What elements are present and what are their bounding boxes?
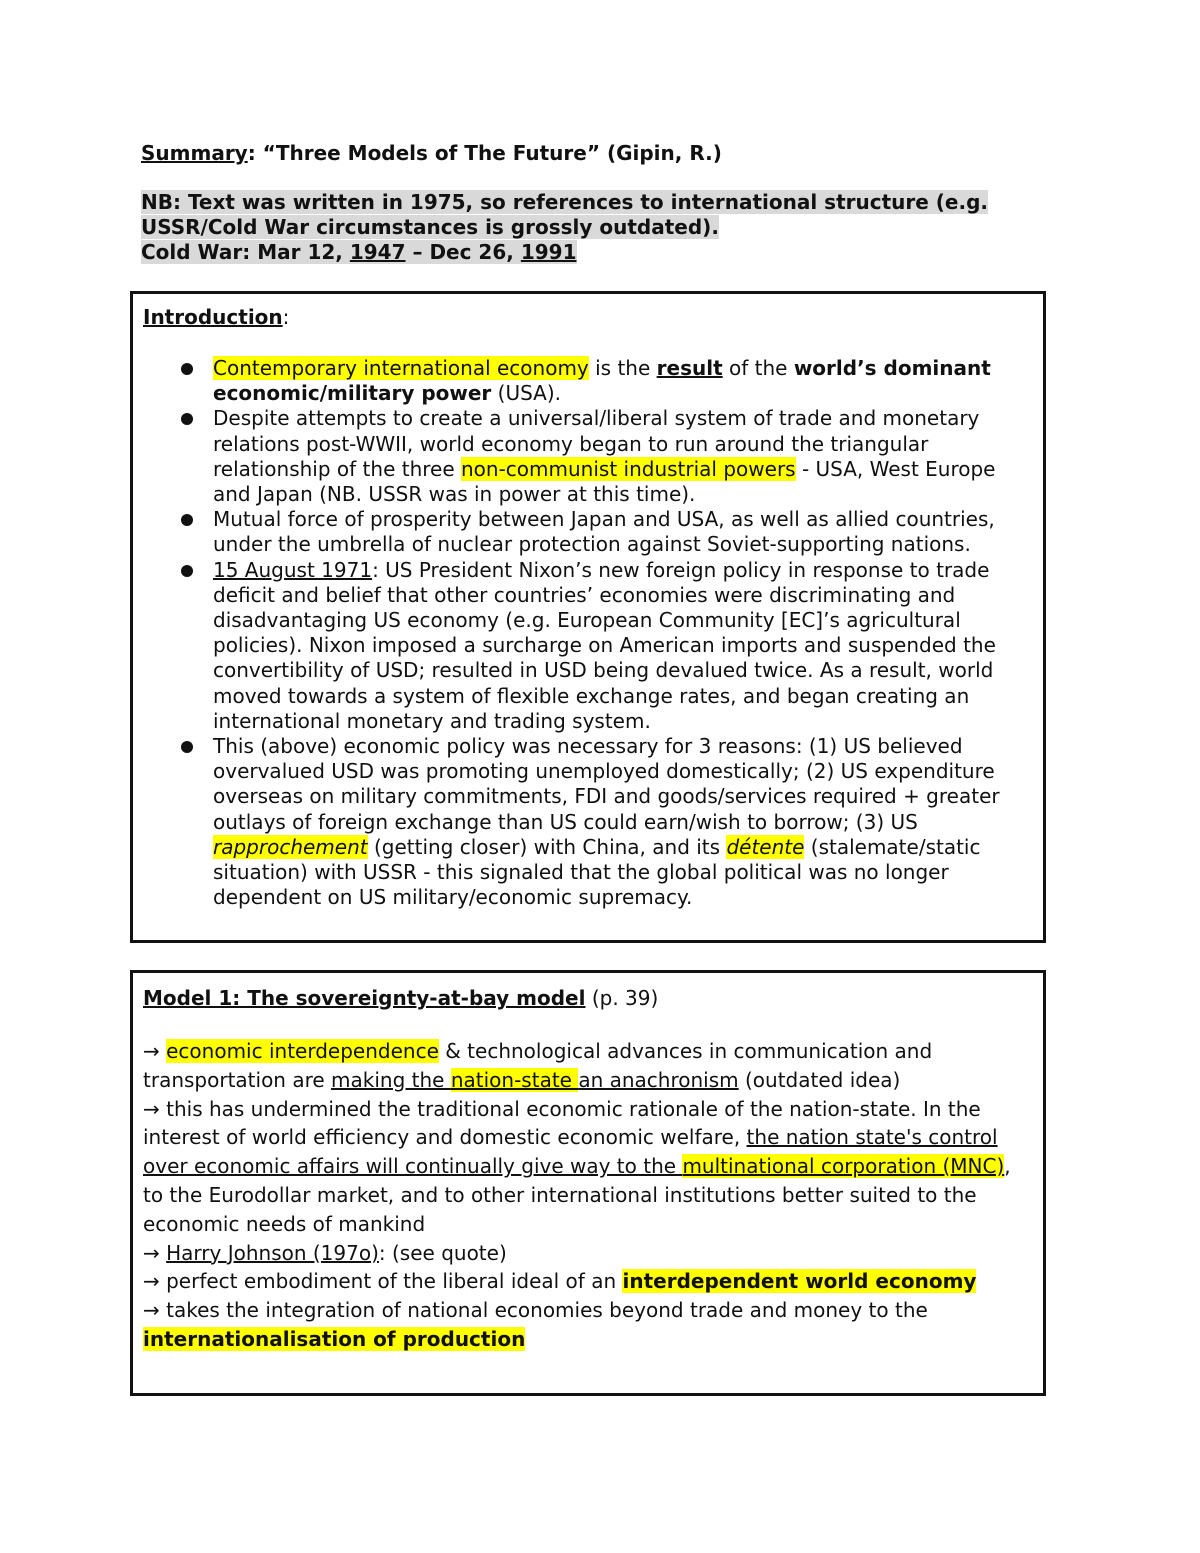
document-header — [141, 140, 1071, 265]
summary-label: Summary — [141, 141, 248, 165]
model-1-box — [130, 970, 1046, 1396]
text-run: (outdated idea) — [738, 1067, 901, 1092]
introduction-heading — [143, 304, 1033, 330]
text-run: & technological advances in communication and transportation are — [143, 1039, 933, 1092]
bullet-icon — [181, 741, 193, 753]
list-item — [143, 406, 1033, 507]
list-item — [143, 558, 1033, 734]
text-run: - USA, West Europe and Japan (NB. USSR was in power at this time). — [213, 456, 996, 507]
text-run: This (above) economic policy was necessary for 3 reasons: (1) US believed overvalued USD was promoting unemployed domestically; (2) US expenditure overseas on military commitments, FDI and goods/services required + greater outlays of foreign exchange than US could earn/wish to borrow; (3) US — [213, 734, 1000, 834]
paragraph — [143, 1239, 1033, 1268]
list-item — [143, 356, 1033, 406]
cold-war-dates — [141, 240, 577, 264]
introduction-box — [130, 291, 1046, 943]
text-run: (getting closer) with China, and its — [367, 834, 727, 859]
nb-note — [141, 190, 1071, 265]
highlight-text: nation-state — [450, 1067, 579, 1092]
underlined-text: the nation state's control over economic affairs will continually give way to the — [143, 1125, 998, 1179]
underlined-text: making the — [331, 1067, 451, 1092]
paragraph — [143, 1267, 1033, 1296]
list-item — [143, 507, 1033, 557]
text-run: of the — [722, 356, 794, 380]
nb-line-1: NB: Text was written in 1975, so references to international structure (e.g. — [141, 190, 988, 214]
underlined-text: an anachronism — [578, 1067, 739, 1092]
text-run: (stalemate/static situation) with USSR - this signaled that the global political was no longer dependent on US military/economic supremacy. — [213, 834, 981, 910]
text-run: → takes the integration of national economies beyond trade and money to the — [143, 1298, 928, 1323]
page-title — [141, 140, 1071, 166]
cold-war-start-year: 1947 — [349, 240, 406, 264]
highlight-bold-text: internationalisation of production — [143, 1326, 526, 1351]
introduction-heading-text: Introduction — [143, 305, 283, 329]
arrow-icon: → — [143, 1240, 167, 1265]
spacer — [143, 1011, 1033, 1037]
text-run: Mutual force of prosperity between Japan and USA, as well as allied countries, under the umbrella of nuclear protection against Soviet-supporting nations. — [213, 507, 995, 557]
introduction-heading-colon: : — [282, 305, 290, 329]
underlined-date: 15 August 1971 — [213, 557, 373, 582]
text-run: , to the Eurodollar market, and to other international institutions better suited to the economic needs of mankind — [143, 1154, 1011, 1236]
highlight-text: economic interdependence — [166, 1039, 439, 1063]
bullet-icon — [181, 413, 193, 425]
highlight-italic-text: rapprochement — [213, 834, 368, 859]
model-1-heading-text: Model 1: The sovereignty-at-bay model — [143, 986, 586, 1010]
bullet-icon — [181, 363, 193, 375]
underlined-text: result — [656, 356, 723, 380]
highlight-text: Contemporary international economy — [213, 356, 589, 380]
highlight-bold-text: interdependent world economy — [622, 1269, 977, 1294]
text-run: : US President Nixon’s new foreign policy in response to trade deficit and belief that other countries’ economies were discriminating and disadvantaging US economy (e.g. European Community [EC]’s agricultural policies). Nixon imposed a surcharge on American imports and suspended the convertibility of USD; resulted in USD being devalued twice. As a result, world moved towards a system of flexible exchange rates, and began creating an international monetary and trading system. — [213, 557, 996, 733]
paragraph — [143, 1095, 1033, 1239]
paragraph — [143, 1037, 1033, 1095]
introduction-list — [143, 356, 1033, 910]
highlight-text: non-communist industrial powers — [461, 456, 796, 481]
highlight-text: multinational corporation (MNC) — [682, 1154, 1005, 1179]
cold-war-mid: – Dec 26, — [405, 240, 521, 264]
model-1-heading — [143, 985, 1033, 1011]
text-run: → perfect embodiment of the liberal ideal of an — [143, 1269, 623, 1294]
underlined-text: Harry Johnson (197o) — [166, 1240, 379, 1265]
text-run: (USA). — [491, 381, 561, 406]
highlight-italic-text: détente — [726, 834, 805, 859]
bullet-icon — [181, 565, 193, 577]
cold-war-end-year: 1991 — [520, 240, 577, 264]
nb-line-2: USSR/Cold War circumstances is grossly outdated). — [141, 215, 719, 239]
text-run: → this has undermined the traditional economic rationale of the nation-state. In the interest of world efficiency and domestic economic welfare, — [143, 1096, 981, 1150]
text-run: Despite attempts to create a universal/liberal system of trade and monetary relations post-WWII, world economy began to run around the triangular relationship of the three — [213, 406, 980, 481]
title-text: : “Three Models of The Future” (Gipin, R.) — [247, 141, 722, 165]
bold-text: world’s dominant economic/military power — [213, 356, 991, 406]
arrow-icon: → — [143, 1039, 167, 1063]
text-run: : (see quote) — [378, 1240, 507, 1265]
cold-war-prefix: Cold War: Mar 12, — [141, 240, 350, 264]
list-item — [143, 734, 1033, 910]
page-reference: (p. 39) — [585, 986, 659, 1010]
paragraph — [143, 1296, 1033, 1354]
text-run: is the — [588, 356, 657, 380]
bullet-icon — [181, 514, 193, 526]
